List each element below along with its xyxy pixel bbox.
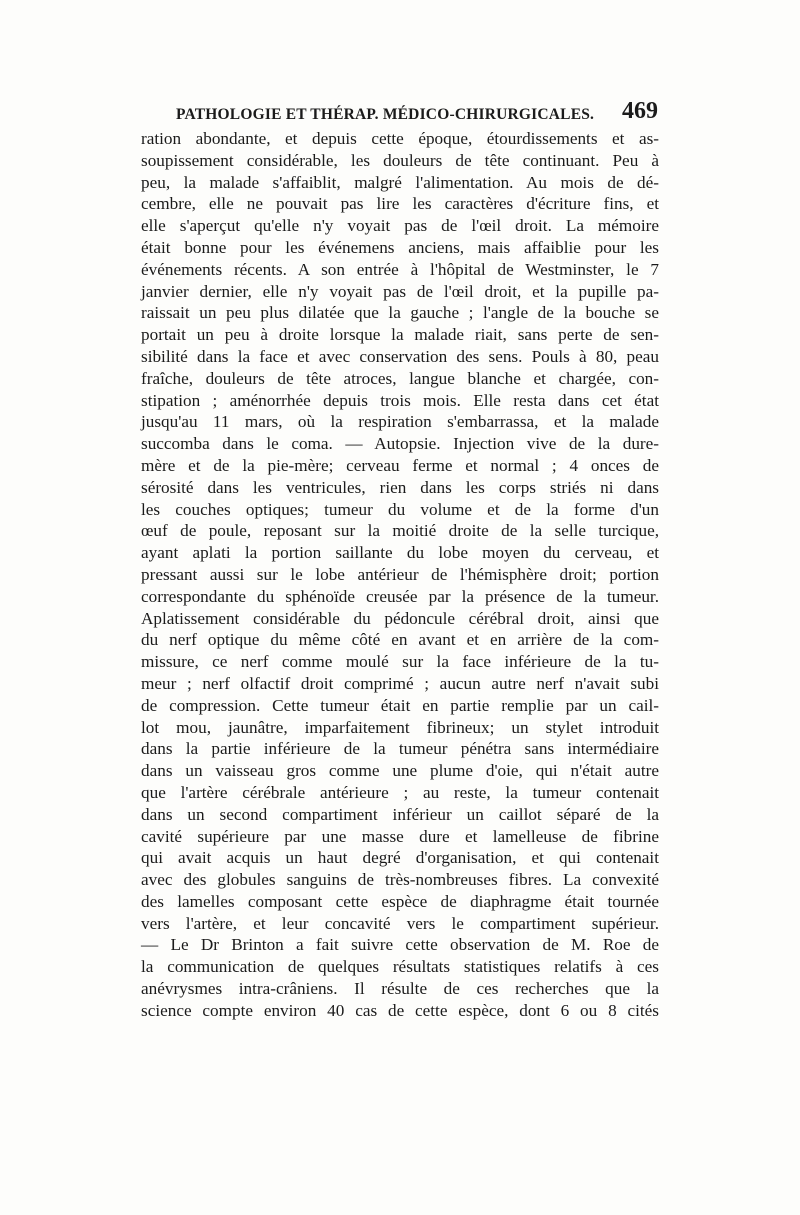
text-line: jusqu'au 11 mars, où la respiration s'embarrassa, et la malade [141,412,659,432]
text-line: meur ; nerf olfactif droit comprimé ; aucun autre nerf n'avait subi [141,673,659,693]
text-line: peu, la malade s'affaiblit, malgré l'alimentation. Au mois de dé- [141,172,659,192]
text-line: mère et de la pie-mère; cerveau ferme et normal ; 4 onces de [141,455,659,475]
text-line: événements récents. A son entrée à l'hôpital de Westminster, le 7 [141,259,659,279]
text-line: elle s'aperçut qu'elle n'y voyait pas de l'œil droit. La mémoire [141,216,659,236]
text-line: de compression. Cette tumeur était en partie remplie par un cail- [141,695,659,715]
text-line: dans un vaisseau gros comme une plume d'oie, qui n'était autre [141,761,659,781]
text-line: qui avait acquis un haut degré d'organisation, et qui contenait [141,848,659,868]
text-line: sérosité dans les ventricules, rien dans les corps striés ni dans [141,477,659,497]
text-line: œuf de poule, reposant sur la moitié droite de la selle turcique, [141,521,659,541]
text-line: raissait un peu plus dilatée que la gauche ; l'angle de la bouche se [141,303,659,323]
text-line: dans la partie inférieure de la tumeur pénétra sans intermédiaire [141,739,659,759]
text-line: des lamelles composant cette espèce de diaphragme était tournée [141,891,659,911]
text-line: fraîche, douleurs de tête atroces, langue blanche et chargée, con- [141,368,659,388]
body-text [141,128,659,1022]
text-line: cavité supérieure par une masse dure et lamelleuse de fibrine [141,826,659,846]
text-line: anévrysmes intra-crâniens. Il résulte de ces recherches que la [141,979,659,999]
running-head: PATHOLOGIE ET THÉRAP. MÉDICO-CHIRURGICALES. [176,106,595,123]
text-line: succomba dans le coma. — Autopsie. Injection vive de la dure- [141,434,659,454]
text-line: stipation ; aménorrhée depuis trois mois. Elle resta dans cet état [141,390,659,410]
text-line: missure, ce nerf comme moulé sur la face inférieure de la tu- [141,652,659,672]
text-line: portait un peu à droite lorsque la malade riait, sans perte de sen- [141,325,659,345]
text-line: avec des globules sanguins de très-nombreuses fibres. La convexité [141,870,659,890]
text-line: correspondante du sphénoïde creusée par la présence de la tumeur. [141,586,659,606]
page-number: 469 [622,98,658,124]
text-line: — Le Dr Brinton a fait suivre cette observation de M. Roe de [141,935,659,955]
text-line: Aplatissement considérable du pédoncule cérébral droit, ainsi que [141,608,659,628]
text-line: vers l'artère, et leur concavité vers le compartiment supérieur. [141,913,659,933]
text-line: pressant aussi sur le lobe antérieur de l'hémisphère droit; portion [141,564,659,584]
text-line: les couches optiques; tumeur du volume et de la forme d'un [141,499,659,519]
text-line: dans un second compartiment inférieur un caillot séparé de la [141,804,659,824]
text-line: cembre, elle ne pouvait pas lire les caractères d'écriture fins, et [141,194,659,214]
text-line: sibilité dans la face et avec conservation des sens. Pouls à 80, peau [141,346,659,366]
text-line: science compte environ 40 cas de cette espèce, dont 6 ou 8 cités [141,1000,659,1020]
text-line: soupissement considérable, les douleurs de tête continuant. Peu à [141,150,659,170]
page-header [176,98,658,128]
text-line: ration abondante, et depuis cette époque, étourdissements et as- [141,129,659,148]
text-line: ayant aplati la portion saillante du lobe moyen du cerveau, et [141,543,659,563]
text-line: du nerf optique du même côté en avant et en arrière de la com- [141,630,659,650]
text-line: était bonne pour les événemens anciens, mais affaiblie pour les [141,237,659,257]
text-line: lot mou, jaunâtre, imparfaitement fibrineux; un stylet introduit [141,717,659,737]
text-line: la communication de quelques résultats statistiques relatifs à ces [141,957,659,977]
text-line: janvier dernier, elle n'y voyait pas de l'œil droit, et la pupille pa- [141,281,659,301]
text-line: que l'artère cérébrale antérieure ; au reste, la tumeur contenait [141,782,659,802]
